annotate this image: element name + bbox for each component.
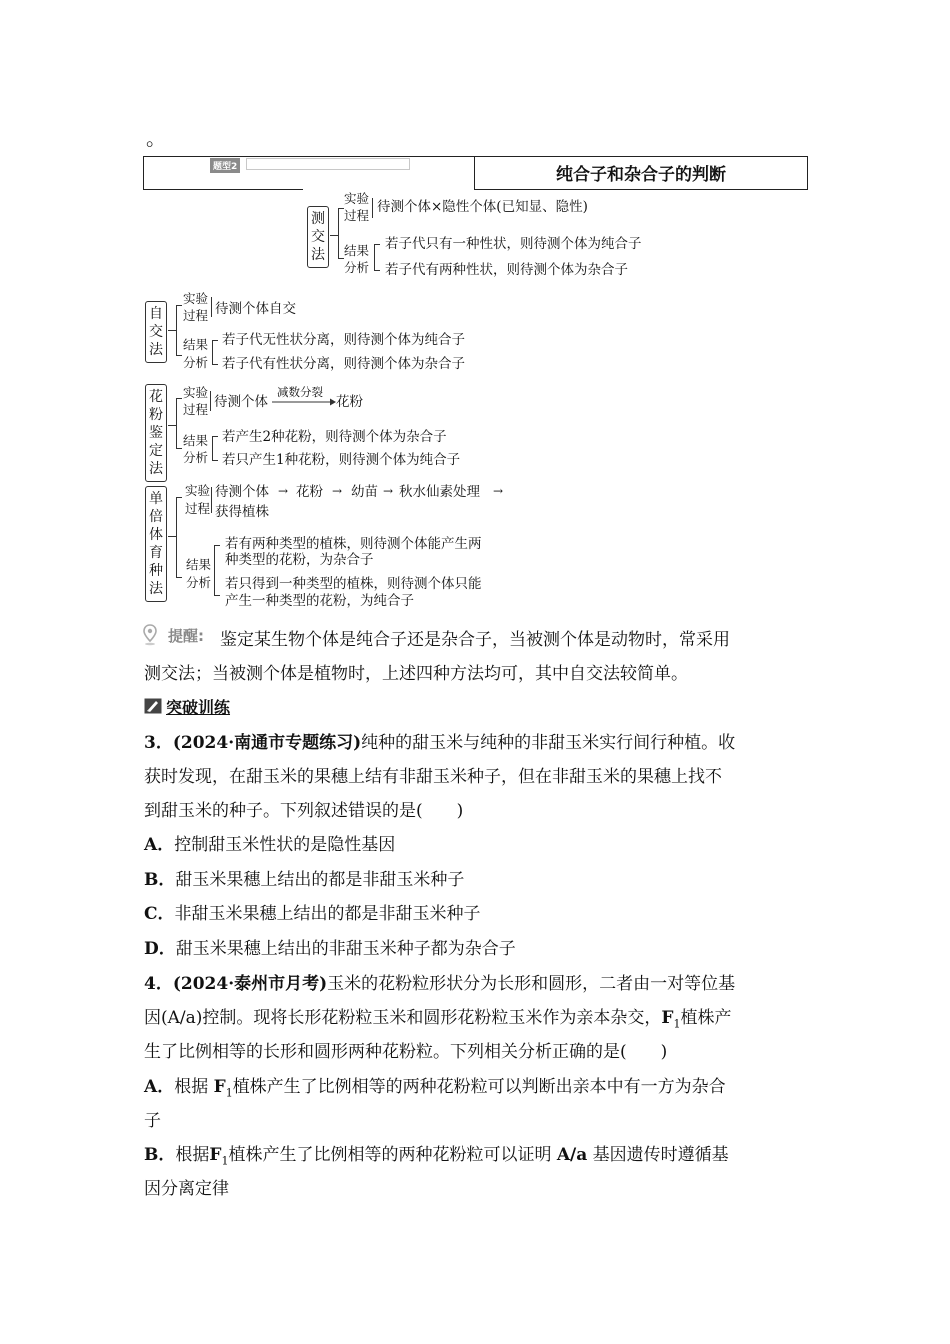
q3-stem: 获时发现，在甜玉米的果穗上结有非甜玉米种子，但在非甜玉米的果穗上找不 bbox=[144, 767, 722, 787]
section-title: 纯合子和杂合子的判断 bbox=[556, 165, 726, 185]
result-text: 若只得到一种类型的植株，则待测个体只能 bbox=[225, 576, 482, 592]
connector bbox=[176, 305, 177, 355]
proc-label: 过程 bbox=[185, 501, 211, 516]
f1-symbol: F bbox=[661, 1008, 674, 1028]
result-text: 若子代只有一种性状，则待测个体为纯合子 bbox=[385, 236, 642, 252]
option-text: 因分离定律 bbox=[144, 1179, 229, 1199]
option-text: 植株产生了比例相等的两种花粉粒可以证明 bbox=[228, 1145, 557, 1165]
result-label: 结果 bbox=[344, 243, 370, 258]
tip-line-1: 鉴定某生物个体是纯合子还是杂合子，当被测个体是动物时，常采用 bbox=[220, 630, 730, 650]
option-text: 植株产生了比例相等的两种花粉粒可以判断出亲本中有一方为杂合 bbox=[232, 1077, 726, 1097]
method-char: 法 bbox=[149, 342, 163, 358]
section-header-gap bbox=[303, 186, 474, 190]
subscript: 1 bbox=[225, 1086, 233, 1100]
proc-step: 获得植株 bbox=[215, 504, 269, 520]
q3-number: 3． bbox=[144, 733, 173, 753]
result-text: 若子代有两种性状，则待测个体为杂合子 bbox=[385, 262, 628, 278]
method-char: 定 bbox=[149, 443, 163, 459]
connector bbox=[212, 340, 213, 364]
method-char: 法 bbox=[149, 581, 163, 597]
result-text: 产生一种类型的花粉，为纯合子 bbox=[225, 593, 414, 609]
option-text: 控制甜玉米性状的是隐性基因 bbox=[174, 835, 396, 855]
proc-step: 秋水仙素处理 bbox=[399, 484, 480, 500]
connector bbox=[176, 355, 182, 356]
q3-stem: 纯种的甜玉米与纯种的非甜玉米实行间行种植。收 bbox=[361, 733, 736, 753]
result-text: 若有两种类型的植株，则待测个体能产生两 bbox=[225, 536, 482, 552]
method-name-box bbox=[145, 301, 167, 363]
q3-option-c[interactable] bbox=[144, 897, 481, 931]
method-name-box bbox=[145, 486, 167, 602]
q4-stem: 植株产 bbox=[680, 1008, 732, 1028]
proc-label: 过程 bbox=[344, 208, 370, 223]
proc-label: 实验 bbox=[344, 191, 370, 206]
q4-stem: 玉米的花粉粒形状分为长形和圆形，二者由一对等位基 bbox=[327, 974, 736, 994]
result-label: 分析 bbox=[344, 260, 370, 275]
connector bbox=[212, 436, 218, 437]
section-tag-field bbox=[246, 158, 410, 170]
training-label: 突破训练 bbox=[166, 698, 231, 717]
q3-line-1 bbox=[144, 726, 735, 760]
proc-label: 实验 bbox=[185, 483, 211, 498]
result-text: 若子代无性状分离，则待测个体为纯合子 bbox=[222, 332, 465, 348]
method-char: 体 bbox=[149, 527, 163, 543]
connector bbox=[214, 545, 220, 546]
method-char: 鉴 bbox=[149, 425, 163, 441]
method-char: 倍 bbox=[149, 509, 163, 525]
subscript: 1 bbox=[221, 1154, 229, 1168]
method-char: 交 bbox=[311, 229, 325, 245]
option-key: A． bbox=[144, 835, 175, 855]
q3-stem: 到甜玉米的种子。下列叙述错误的是( ) bbox=[144, 801, 464, 821]
result-label: 分析 bbox=[186, 575, 212, 590]
connector bbox=[214, 595, 220, 596]
proc-text: 待测个体自交 bbox=[215, 301, 296, 317]
q3-option-d[interactable] bbox=[144, 932, 516, 966]
result-label: 结果 bbox=[186, 557, 212, 572]
proc-text: 花粉 bbox=[336, 394, 363, 410]
option-key: A． bbox=[144, 1077, 175, 1097]
proc-text: 待测个体 bbox=[214, 394, 268, 410]
gene-symbol: A/a bbox=[556, 1145, 588, 1165]
f1-symbol: F bbox=[209, 1145, 222, 1165]
connector bbox=[214, 545, 215, 595]
f1-symbol: F bbox=[213, 1077, 226, 1097]
top-mark: 。 bbox=[146, 126, 166, 150]
result-label: 结果 bbox=[183, 433, 209, 448]
section-tag: 题型2 bbox=[210, 158, 240, 173]
method-char: 法 bbox=[311, 247, 325, 263]
method-char: 交 bbox=[149, 324, 163, 340]
proc-label: 过程 bbox=[183, 402, 209, 417]
method-name-box bbox=[145, 384, 167, 482]
result-label: 分析 bbox=[183, 450, 209, 465]
q4-stem: 因(A/a)控制。现将长形花粉粒玉米和圆形花粉粒玉米作为亲本杂交， bbox=[144, 1008, 662, 1028]
arrow-icon: → bbox=[493, 484, 504, 498]
tip-line-2: 测交法；当被测个体是植物时，上述四种方法均可，其中自交法较简单。 bbox=[144, 664, 688, 684]
pencil-icon bbox=[144, 698, 162, 714]
proc-step: 幼苗 bbox=[351, 484, 378, 500]
long-arrow-icon bbox=[272, 398, 336, 406]
option-text: 根据 bbox=[174, 1077, 214, 1097]
proc-label: 实验 bbox=[183, 291, 209, 306]
arrow-icon: → bbox=[278, 484, 289, 498]
method-name-box bbox=[307, 206, 329, 268]
q3-option-a[interactable] bbox=[144, 828, 395, 862]
method-char: 种 bbox=[149, 563, 163, 579]
q4-stem: 生了比例相等的长形和圆形两种花粉粒。下列相关分析正确的是( ) bbox=[144, 1042, 668, 1062]
result-text: 若产生2种花粉，则待测个体为杂合子 bbox=[222, 429, 447, 445]
option-key: B． bbox=[144, 1145, 176, 1165]
option-text: 基因遗传时遵循基 bbox=[587, 1145, 729, 1165]
method-char: 法 bbox=[149, 461, 163, 477]
connector bbox=[168, 425, 176, 426]
arrow-icon: → bbox=[332, 484, 343, 498]
connector bbox=[212, 436, 213, 460]
result-label: 结果 bbox=[183, 337, 209, 352]
tip-label: 提醒: bbox=[168, 627, 204, 645]
subscript: 1 bbox=[673, 1017, 681, 1031]
method-char: 自 bbox=[149, 306, 163, 322]
connector bbox=[176, 398, 177, 448]
option-text: 根据 bbox=[175, 1145, 210, 1165]
method-char: 花 bbox=[149, 389, 163, 405]
connector bbox=[374, 270, 380, 271]
connector bbox=[211, 487, 212, 513]
q4-line-1 bbox=[144, 967, 735, 1001]
method-char: 测 bbox=[311, 211, 325, 227]
connector bbox=[374, 244, 375, 270]
connector bbox=[176, 305, 182, 306]
connector bbox=[168, 330, 176, 331]
option-text: 子 bbox=[144, 1111, 161, 1131]
result-text: 若只产生1种花粉，则待测个体为纯合子 bbox=[222, 452, 461, 468]
result-text: 种类型的花粉，为杂合子 bbox=[225, 552, 374, 568]
location-pin-icon bbox=[143, 624, 157, 646]
connector bbox=[338, 208, 339, 258]
option-text: 甜玉米果穗上结出的都是非甜玉米种子 bbox=[175, 870, 465, 890]
proc-step: 花粉 bbox=[296, 484, 323, 500]
proc-label: 实验 bbox=[183, 385, 209, 400]
connector bbox=[212, 460, 218, 461]
option-key: B． bbox=[144, 870, 176, 890]
q3-option-b[interactable] bbox=[144, 863, 464, 897]
result-label: 分析 bbox=[183, 355, 209, 370]
connector bbox=[176, 497, 182, 498]
connector bbox=[212, 364, 218, 365]
proc-label: 过程 bbox=[183, 308, 209, 323]
proc-step: 待测个体 bbox=[215, 484, 269, 500]
q4-option-b[interactable] bbox=[144, 1138, 729, 1178]
method-char: 单 bbox=[149, 491, 163, 507]
connector bbox=[168, 536, 176, 537]
section-header-divider bbox=[474, 156, 475, 189]
connector bbox=[330, 235, 338, 236]
arrow-label: 减数分裂 bbox=[277, 385, 323, 399]
q3-source: (2024·南通市专题练习) bbox=[172, 733, 362, 753]
method-char: 育 bbox=[149, 545, 163, 561]
connector bbox=[176, 577, 182, 578]
proc-text: 待测个体×隐性个体(已知显、隐性) bbox=[377, 199, 588, 215]
option-text: 甜玉米果穗上结出的非甜玉米种子都为杂合子 bbox=[175, 939, 516, 959]
connector bbox=[210, 391, 211, 411]
option-text: 非甜玉米果穗上结出的都是非甜玉米种子 bbox=[174, 904, 481, 924]
connector bbox=[211, 297, 212, 317]
q4-source: (2024·泰州市月考) bbox=[172, 974, 328, 994]
connector bbox=[374, 244, 380, 245]
q4-number: 4． bbox=[144, 974, 173, 994]
connector bbox=[212, 340, 218, 341]
result-text: 若子代有性状分离，则待测个体为杂合子 bbox=[222, 356, 465, 372]
q4-option-a[interactable] bbox=[144, 1070, 726, 1110]
arrow-icon: → bbox=[383, 484, 394, 498]
connector bbox=[372, 198, 373, 218]
connector bbox=[176, 497, 177, 577]
connector bbox=[176, 398, 182, 399]
option-key: C． bbox=[144, 904, 175, 924]
option-key: D． bbox=[144, 939, 176, 959]
connector bbox=[176, 448, 182, 449]
method-char: 粉 bbox=[149, 407, 163, 423]
